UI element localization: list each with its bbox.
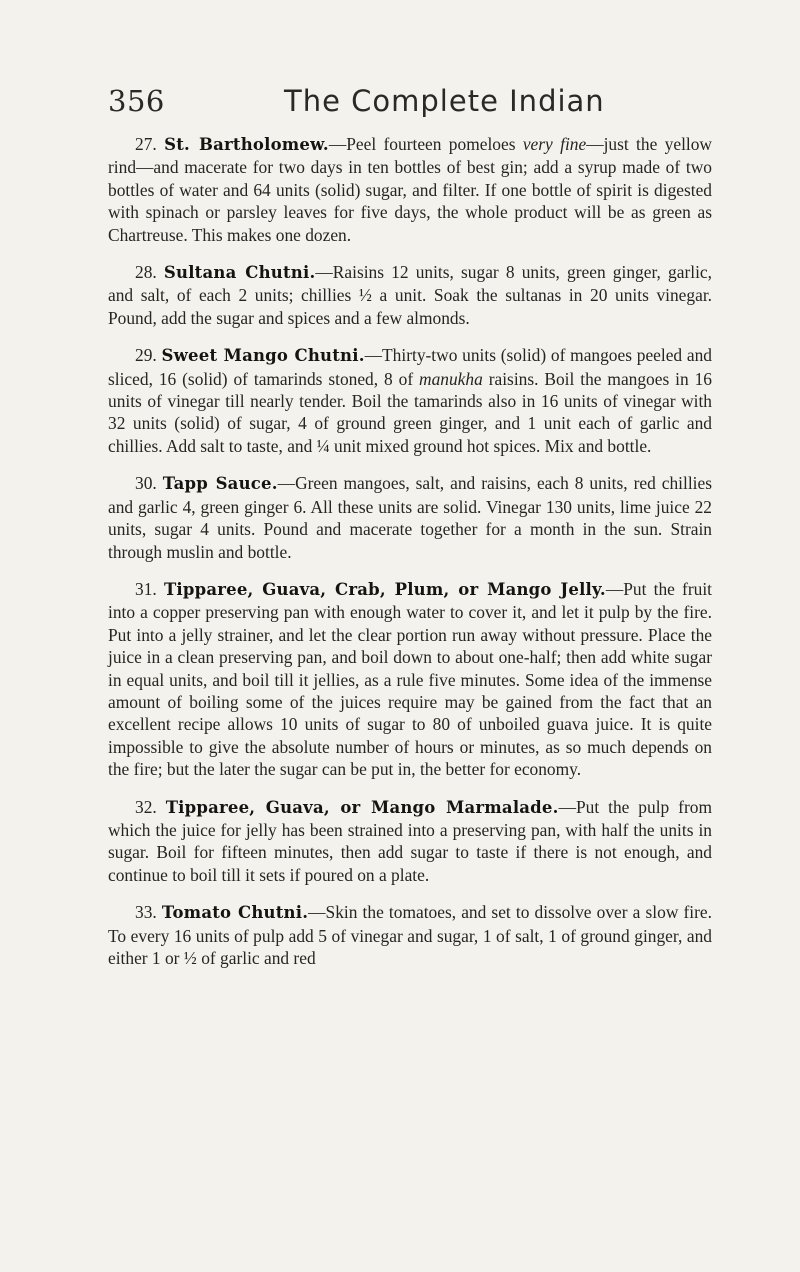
recipe-title: Tapp Sauce.: [162, 474, 278, 494]
recipe-title: St. Bartholomew.: [164, 135, 329, 154]
recipe-emphasis: very fine: [522, 134, 587, 154]
recipe-28: [108, 261, 712, 329]
page-body: [108, 133, 712, 984]
page-number: 356: [108, 84, 165, 118]
recipe-number: 30.: [135, 473, 157, 494]
recipe-number: 32.: [135, 796, 157, 817]
running-head: [108, 84, 710, 130]
recipe-text: —Put the pulp from which the juice for jelly has been strained into a preserving pan, with half the units in sugar. Boil for fifteen minutes, then add sugar to taste if there is not enough, and continue to boil till it sets if poured on a plate.: [108, 796, 712, 885]
recipe-number: 27.: [135, 134, 157, 154]
recipe-number: 33.: [135, 902, 157, 923]
recipe-text: —Green mangoes, salt, and raisins, each 8 units, red chillies and garlic 4, green ginger 6. All these units are solid. Vinegar 130 units, lime juice 22 units, sugar 4 units. Pound and macerate together for a month in the sun. Strain through muslin and bottle.: [108, 473, 712, 562]
recipe-number: 29.: [135, 345, 157, 366]
recipe-text: —Peel fourteen pomeloes: [328, 134, 523, 154]
recipe-title: Tipparee, Guava, or Mango Marmalade.: [165, 797, 559, 817]
recipe-title: Sweet Mango Chutni.: [161, 346, 365, 366]
recipe-number: 31.: [135, 578, 157, 599]
recipe-text: —Skin the tomatoes, and set to dissolve over a slow fire. To every 16 units of pulp add 5 of vinegar and sugar, 1 of salt, 1 of ground ginger, and either 1 or ½ of garlic and red: [108, 902, 712, 968]
recipe-text: —Thirty-two units (solid) of mangoes peeled and sliced, 16 (solid) of tamarinds stoned, 8 of: [108, 345, 713, 389]
recipe-33: [108, 901, 712, 969]
recipe-30: [108, 472, 712, 563]
recipe-31: [108, 578, 712, 781]
recipe-27: [108, 133, 712, 246]
recipe-number: 28.: [135, 262, 157, 283]
recipe-emphasis: manukha: [419, 368, 483, 389]
recipe-29: [108, 344, 712, 457]
recipe-text-continued: —just the yellow rind—and macerate for two days in ten bottles of best gin; add a syrup made of two bottles of water and 64 units (solid) sugar, and filter. If one bottle of spirit is digested with spinach or parsley leaves for five days, the whole product will be as green as Chartreuse. This makes one dozen.: [108, 134, 712, 245]
recipe-text: —Put the fruit into a copper preserving pan with enough water to cover it, and let it pulp by the fire. Put into a jelly strainer, and let the clear portion run away without pressure. Place the juice in a clean preserving pan, and boil down to about one-half; then add white sugar in equal units, and boil till it jellies, as a rule five minutes. Some idea of the immense amount of boiling some of the juices require may be gained from the fact that an excellent recipe allows 10 units of sugar to 80 of unboiled guava juice. It is quite impossible to give the absolute number of hours or minutes, as so much depends on the fire; but the later the sugar can be put in, the better for economy.: [108, 578, 712, 780]
recipe-title: Tomato Chutni.: [161, 903, 309, 923]
recipe-title: Tipparee, Guava, Crab, Plum, or Mango Jelly.: [163, 579, 606, 599]
recipe-text-continued: raisins. Boil the mangoes in 16 units of vinegar till nearly tender. Boil the tamarinds also in 16 units of vinegar with 32 units (solid) of sugar, 4 of ground green ginger, and 1 unit each of garlic and chillies. Add salt to taste, and ¼ unit mixed ground hot spices. Mix and bottle.: [108, 368, 712, 456]
recipe-text: —Raisins 12 units, sugar 8 units, green ginger, garlic, and salt, of each 2 units; chillies ½ a unit. Soak the sultanas in 20 units vinegar. Pound, add the sugar and spices and a few almonds.: [108, 262, 712, 328]
recipe-title: Sultana Chutni.: [163, 263, 316, 283]
recipe-32: [108, 796, 712, 887]
running-title: The Complete Indian: [284, 84, 605, 118]
